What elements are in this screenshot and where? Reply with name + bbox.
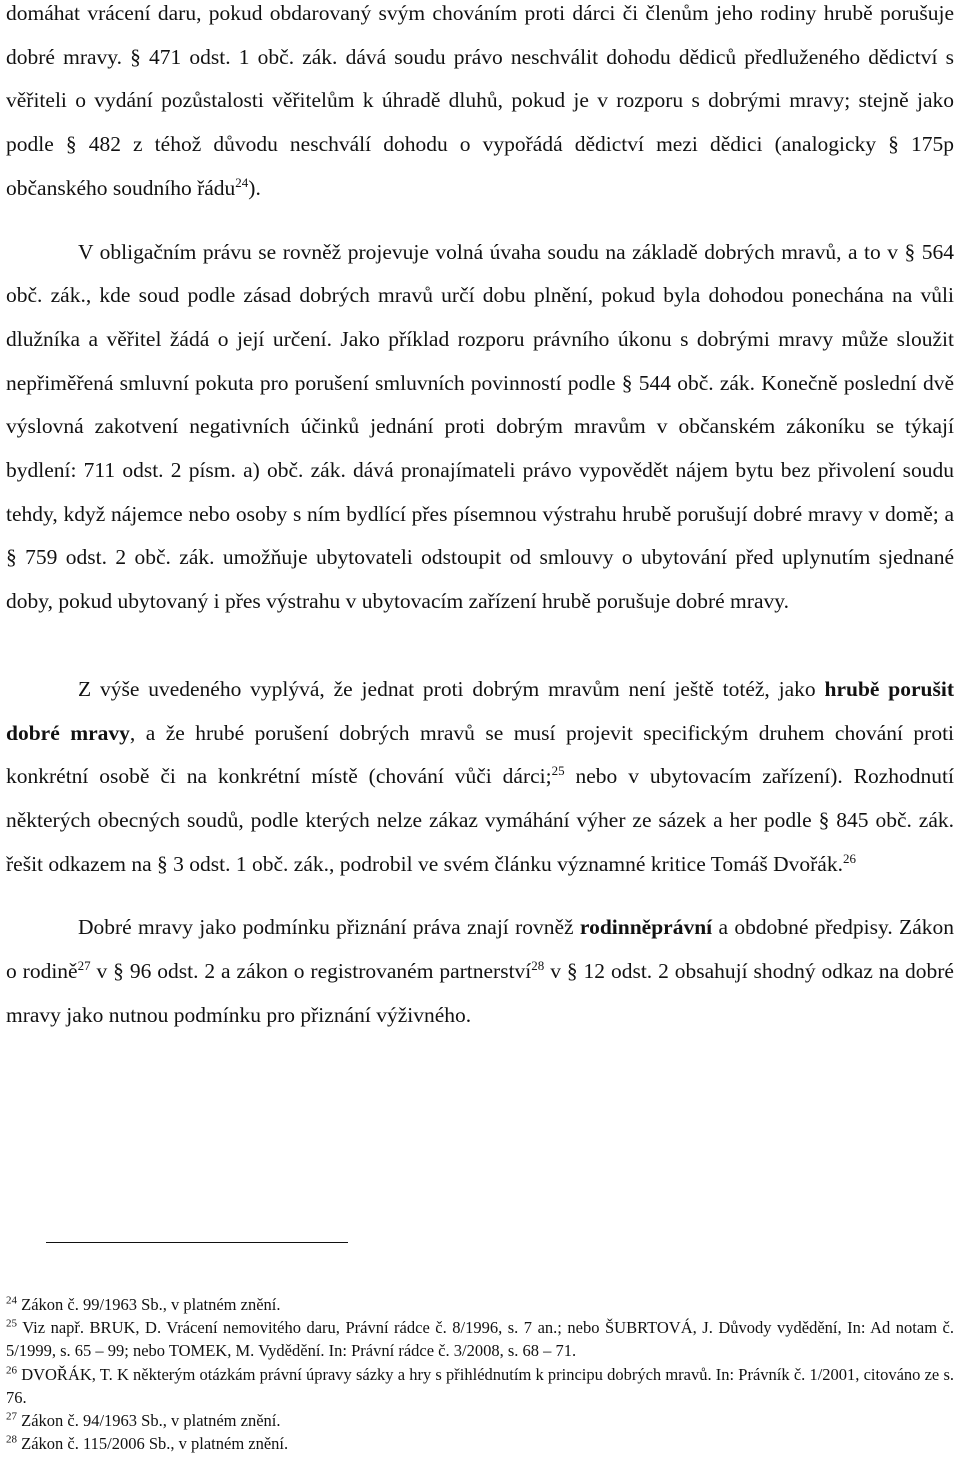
footnote-ref-25[interactable]: 25 [551,763,565,779]
footnote-28 [6,1432,954,1455]
footnote-25 [6,1316,954,1362]
footnote-number: 26 [6,1364,17,1377]
bold-term-rodinnepravni: rodinněprávní [579,915,713,940]
footnote-ref-27[interactable]: 27 [77,957,91,973]
paragraph-4-text-3: v § 96 odst. 2 a zákon o registrovaném partnerství [90,959,532,984]
paragraph-4-text: Dobré mravy jako podmínku přiznání práva znají rovněž [78,915,580,940]
paragraph-1-text: domáhat vrácení daru, pokud obdarovaný svým chováním proti dárci či členům jeho rodiny hrubě porušuje dobré mravy. § 471 odst. 1 obč. zák. dává soudu právo neschválit dohodu dědiců předluženého dědictví s věřiteli o vydání pozůstalosti věřitelům k úhradě dluhů, pokud je v rozporu s dobrými mravy; stejně jako podle § 482 z téhož důvodu neschválí dohodu o vypořádá dědictví mezi dědici (analogicky § 175p občanského soudního řádu [6,1,954,200]
paragraph-3 [6,668,954,887]
footnote-ref-28[interactable]: 28 [531,957,545,973]
bold-term-hrube-porusit: hrubě porušit dobré mravy [6,676,954,745]
footnote-text: Zákon č. 99/1963 Sb., v platném znění. [21,1295,281,1314]
footnote-number: 28 [6,1433,17,1446]
footnote-26 [6,1363,954,1409]
paragraph-3-text-2: , a že hrubé porušení dobrých mravů se musí projevit specifickým druhem chování proti konkrétní osobě či na konkrétní místě (chování vůči dárci; [6,720,955,789]
footnote-number: 25 [6,1317,17,1330]
footnote-27 [6,1409,954,1432]
footnote-24 [6,1293,954,1316]
paragraph-4-text-2: a obdobné předpisy. Zákon o rodině [6,915,954,984]
paragraph-1 [6,0,954,211]
footnote-number: 27 [6,1410,17,1423]
paragraph-4-text-4: v § 12 odst. 2 obsahují shodný odkaz na dobré mravy jako nutnou podmínku pro přiznání výživného. [6,959,954,1027]
footnote-text: Zákon č. 94/1963 Sb., v platném znění. [21,1411,281,1431]
paragraph-2: V obligačním právu se rovněž projevuje volná úvaha soudu na základě dobrých mravů, a to v § 564 obč. zák., kde soud podle zásad dobrých mravů určí dobu plnění, pokud byla dohodou ponechána na vůli dlužníka a věřitel žádá o její určení. Jako příklad rozporu právního úkonu s dobrými mravy může sloužit nepřiměřená smluvní pokuta pro porušení smluvních povinností podle § 544 obč. zák. Konečně poslední dvě výslovná zakotvení negativních účinků jednání proti dobrým mravům v občanském zákoníku se týkají bydlení: 711 odst. 2 písm. a) obč. zák. dává pronajímateli právo vypovědět nájem bytu bez přivolení soudu tehdy, když nájemce nebo osoby s ním bydlící přes písemnou výstrahu hrubě porušují dobré mravy v domě; a § 759 odst. 2 obč. zák. umožňuje ubytovateli odstoupit od smlouvy o ubytování před uplynutím sjednané doby, pokud ubytovaný i přes výstrahu v ubytovacím zařízení hrubě porušuje dobré mravy. [6,239,954,614]
footnote-ref-24[interactable]: 24 [235,174,249,190]
footnote-text: Viz např. BRUK, D. Vrácení nemovitého daru, Právní rádce č. 8/1996, s. 7 an.; nebo ŠUBRTOVÁ, J. Důvody vydědění, In: Ad notam č. 5/1999, s. 65 – 99; nebo TOMEK, M. Vydědění. In: Právní rádce č. 3/2008, s. 68 – 71. [6,1318,955,1361]
paragraph-3-text-3: nebo v ubytovacím zařízení). Rozhodnutí některých obecných soudů, podle kterých nelze zákaz vymáhání výher ze sázek a her podle § 845 obč. zák. řešit odkazem na § 3 odst. 1 obč. zák., podrobil ve svém článku významné kritice Tomáš Dvořák. [6,764,954,876]
footnotes [6,1293,954,1455]
document-page [6,0,954,1037]
paragraph-1-tail: ). [248,175,261,200]
paragraph-3-text: Z výše uvedeného vyplývá, že jednat proti dobrým mravům není ještě totéž, jako [78,676,825,701]
paragraph-4 [6,906,954,1037]
footnote-text: Zákon č. 115/2006 Sb., v platném znění. [21,1434,289,1454]
footnote-separator [46,1242,348,1243]
footnote-number: 24 [6,1294,17,1307]
footnote-text: DVOŘÁK, T. K některým otázkám právní úpravy sázky a hry s přihlédnutím k principu dobrých mravů. In: Právník č. 1/2001, citováno ze s. 76. [6,1364,954,1407]
footnote-ref-26[interactable]: 26 [842,850,856,866]
